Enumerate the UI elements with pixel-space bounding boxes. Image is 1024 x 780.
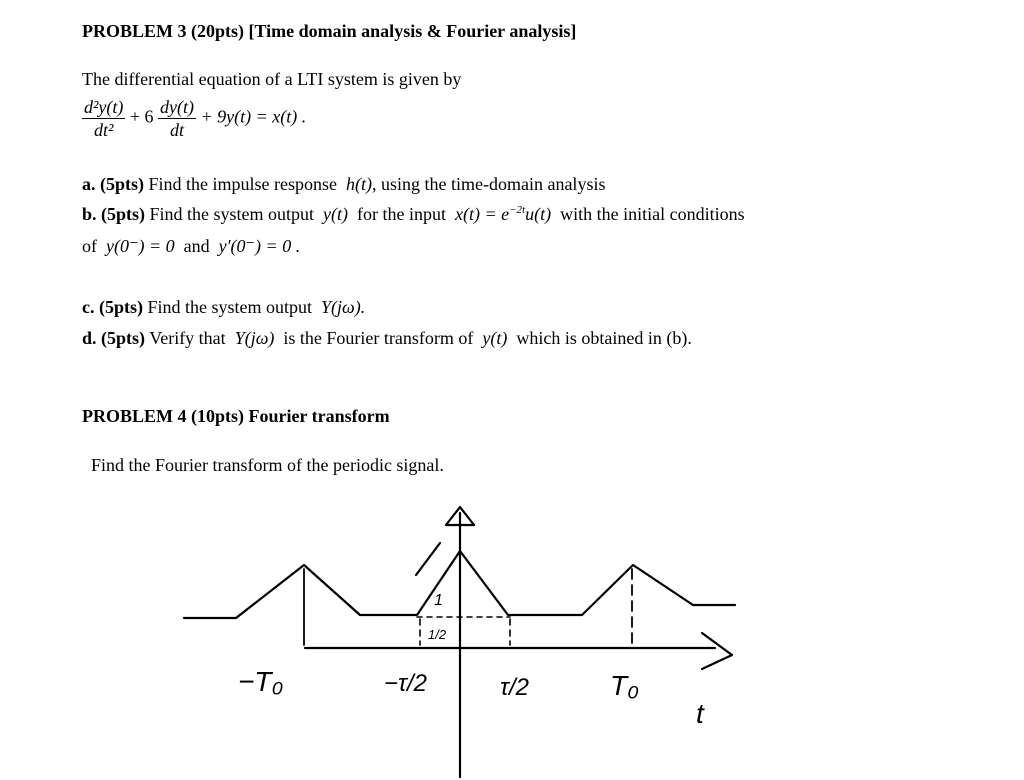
part-d-text2: is the Fourier transform of [283,328,474,348]
part-b-text5: and [183,236,210,256]
part-b [82,204,745,225]
part-a-text2: , using the time-domain analysis [371,174,606,194]
part-d-time-output: y(t) [482,328,508,348]
part-d-text3: which is obtained in (b). [516,328,692,348]
part-b-input: x(t) = e [455,204,510,224]
part-a-label: a. (5pts) [82,174,144,194]
tick-label-tau2: τ/2 [500,674,529,701]
part-c-label: c. (5pts) [82,297,143,317]
part-b-text1: Find the system output [149,204,315,224]
part-a-impulse-response: h(t) [345,174,372,194]
peak-level-mark [416,543,440,575]
horizontal-axis-arrow-icon [702,633,732,669]
periodic-signal-figure [170,495,750,780]
problem3-heading: PROBLEM 3 (20pts) [Time domain analysis & Fourier analysis] [82,21,577,41]
first-derivative-numerator: dy(t) [160,97,195,117]
part-d-text1: Verify that [149,328,226,348]
part-b-text3: with the initial conditions [560,204,745,224]
part-b-input-step: u(t) [525,204,552,224]
part-d [82,328,692,349]
initial-condition-yprime: y′(0⁻) = 0 . [218,236,301,256]
first-derivative-fraction [158,96,196,141]
part-a [82,174,605,195]
peak-label: 1 [434,592,443,609]
part-d-fourier-output: Y(jω) [234,328,275,348]
part-d-label: d. (5pts) [82,328,146,348]
differential-equation [82,96,306,141]
part-c-text1: Find the system output [147,297,313,317]
part-b-exponent: −2t [509,204,526,216]
coefficient-six: + 6 [129,106,154,127]
problem4-prompt: Find the Fourier transform of the periodic signal. [91,455,444,475]
tick-label-neg-T0: −T₀ [238,666,284,697]
second-derivative-numerator: d²y(t) [84,97,124,117]
part-b-label: b. (5pts) [82,204,146,224]
problem4-heading: PROBLEM 4 (10pts) Fourier transform [82,406,390,426]
initial-condition-y: y(0⁻) = 0 [106,236,175,256]
second-derivative-denominator: dt² [93,120,114,140]
part-b-conditions [82,236,300,257]
part-c [82,297,365,318]
part-a-text1: Find the impulse response [148,174,337,194]
problem3-intro: The differential equation of a LTI system is given by [82,69,462,89]
tick-label-neg-tau2: −τ/2 [384,670,428,697]
part-b-output: y(t) [323,204,349,224]
second-derivative-fraction [82,96,125,141]
axis-label-t: t [696,698,704,729]
half-label: 1/2 [428,627,447,642]
first-derivative-denominator: dt [170,120,185,140]
part-b-text2: for the input [357,204,446,224]
part-b-text4: of [82,236,97,256]
part-c-fourier-output: Y(jω). [321,297,366,317]
tick-label-T0: T₀ [610,670,639,701]
equation-rest: + 9y(t) = x(t) . [200,106,307,127]
